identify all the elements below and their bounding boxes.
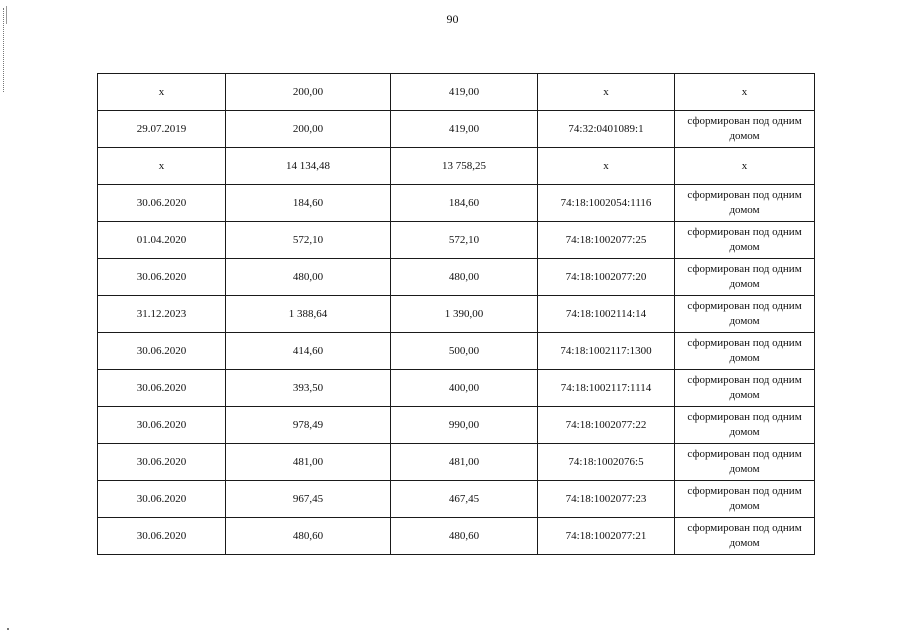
table-row xyxy=(98,111,815,148)
cadastral-number-cell: 74:18:1002076:5 xyxy=(538,444,675,481)
status-cell: сформирован под одним домом xyxy=(675,444,815,481)
scan-artifact-dot xyxy=(7,628,9,630)
table-row xyxy=(98,370,815,407)
date-cell: 30.06.2020 xyxy=(98,444,226,481)
area-cell: 978,49 xyxy=(226,407,391,444)
area-cell: 481,00 xyxy=(226,444,391,481)
area-cell: 480,60 xyxy=(226,518,391,555)
area-total-cell: 990,00 xyxy=(391,407,538,444)
area-total-cell: 419,00 xyxy=(391,74,538,111)
area-cell: 480,00 xyxy=(226,259,391,296)
cadastral-number-cell: 74:18:1002077:20 xyxy=(538,259,675,296)
area-total-cell: 419,00 xyxy=(391,111,538,148)
date-cell: x xyxy=(98,148,226,185)
cadastral-number-cell: 74:18:1002077:22 xyxy=(538,407,675,444)
date-cell: 30.06.2020 xyxy=(98,407,226,444)
area-cell: 967,45 xyxy=(226,481,391,518)
cadastral-number-cell: 74:18:1002054:1116 xyxy=(538,185,675,222)
area-total-cell: 13 758,25 xyxy=(391,148,538,185)
status-cell: x xyxy=(675,74,815,111)
area-cell: 1 388,64 xyxy=(226,296,391,333)
area-cell: 184,60 xyxy=(226,185,391,222)
date-cell: 31.12.2023 xyxy=(98,296,226,333)
table-row xyxy=(98,444,815,481)
cadastral-number-cell: 74:18:1002117:1114 xyxy=(538,370,675,407)
area-total-cell: 500,00 xyxy=(391,333,538,370)
area-total-cell: 481,00 xyxy=(391,444,538,481)
area-total-cell: 480,60 xyxy=(391,518,538,555)
table-row xyxy=(98,259,815,296)
table-row xyxy=(98,407,815,444)
area-cell: 200,00 xyxy=(226,74,391,111)
area-cell: 200,00 xyxy=(226,111,391,148)
table-row xyxy=(98,222,815,259)
date-cell: x xyxy=(98,74,226,111)
date-cell: 30.06.2020 xyxy=(98,185,226,222)
page-number: 90 xyxy=(446,12,459,26)
status-cell: сформирован под одним домом xyxy=(675,333,815,370)
table-row xyxy=(98,333,815,370)
cadastral-number-cell: x xyxy=(538,148,675,185)
table-row xyxy=(98,296,815,333)
status-cell: сформирован под одним домом xyxy=(675,185,815,222)
area-total-cell: 572,10 xyxy=(391,222,538,259)
table-row xyxy=(98,148,815,185)
area-total-cell: 400,00 xyxy=(391,370,538,407)
status-cell: сформирован под одним домом xyxy=(675,111,815,148)
area-cell: 414,60 xyxy=(226,333,391,370)
status-cell: сформирован под одним домом xyxy=(675,259,815,296)
cadastral-number-cell: 74:32:0401089:1 xyxy=(538,111,675,148)
status-cell: сформирован под одним домом xyxy=(675,370,815,407)
cadastral-number-cell: 74:18:1002077:23 xyxy=(538,481,675,518)
data-table xyxy=(97,73,815,555)
table-row xyxy=(98,518,815,555)
cadastral-number-cell: 74:18:1002114:14 xyxy=(538,296,675,333)
area-total-cell: 184,60 xyxy=(391,185,538,222)
area-cell: 14 134,48 xyxy=(226,148,391,185)
status-cell: x xyxy=(675,148,815,185)
status-cell: сформирован под одним домом xyxy=(675,296,815,333)
area-cell: 572,10 xyxy=(226,222,391,259)
status-cell: сформирован под одним домом xyxy=(675,518,815,555)
area-total-cell: 480,00 xyxy=(391,259,538,296)
cadastral-number-cell: x xyxy=(538,74,675,111)
status-cell: сформирован под одним домом xyxy=(675,481,815,518)
cadastral-number-cell: 74:18:1002117:1300 xyxy=(538,333,675,370)
table-row xyxy=(98,481,815,518)
date-cell: 30.06.2020 xyxy=(98,518,226,555)
date-cell: 30.06.2020 xyxy=(98,481,226,518)
table-row xyxy=(98,74,815,111)
date-cell: 30.06.2020 xyxy=(98,259,226,296)
table-body xyxy=(98,74,815,555)
date-cell: 01.04.2020 xyxy=(98,222,226,259)
date-cell: 30.06.2020 xyxy=(98,370,226,407)
date-cell: 30.06.2020 xyxy=(98,333,226,370)
area-total-cell: 1 390,00 xyxy=(391,296,538,333)
cadastral-number-cell: 74:18:1002077:21 xyxy=(538,518,675,555)
area-total-cell: 467,45 xyxy=(391,481,538,518)
area-cell: 393,50 xyxy=(226,370,391,407)
status-cell: сформирован под одним домом xyxy=(675,407,815,444)
date-cell: 29.07.2019 xyxy=(98,111,226,148)
status-cell: сформирован под одним домом xyxy=(675,222,815,259)
cadastral-number-cell: 74:18:1002077:25 xyxy=(538,222,675,259)
table-row xyxy=(98,185,815,222)
